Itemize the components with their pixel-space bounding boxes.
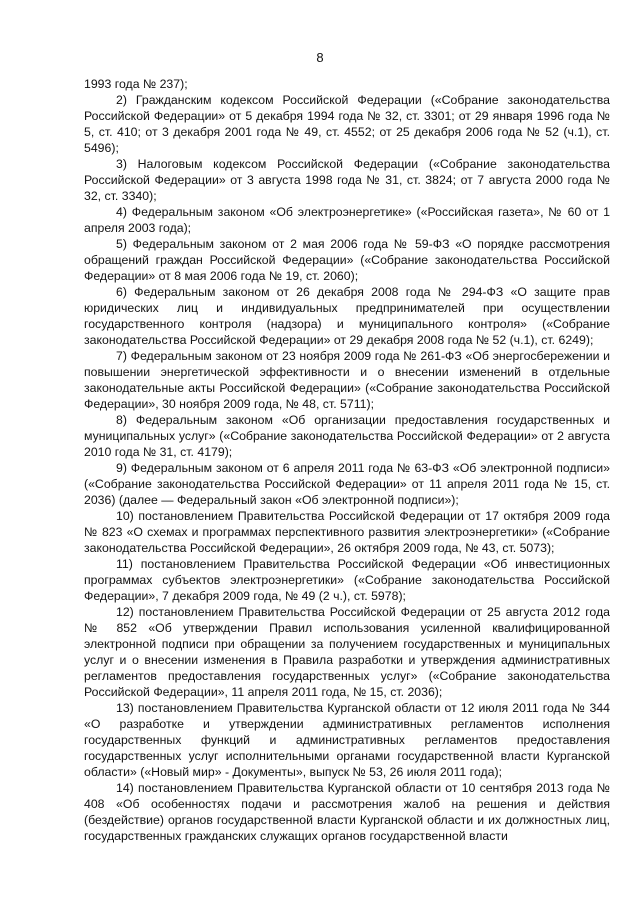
paragraph-item-10: 10) постановлением Правительства Российской Федерации от 17 октября 2009 года № 823 «О схемах и программах перспективного развития электроэнергетики» («Собрание законодательства Российской Федерации», 26 октября 2009 года, № 43, ст. 5073); (84, 509, 610, 555)
paragraph-continuation: 1993 года № 237); (84, 77, 188, 91)
paragraph-item-9: 9) Федеральным законом от 6 апреля 2011 года № 63-ФЗ «Об электронной подписи» («Собрание законодательства Российской Федерации» от 11 апреля 2011 года № 15, ст. 2036) (далее — Федеральный закон «Об электронной подписи»); (84, 461, 610, 507)
paragraph-item-8: 8) Федеральным законом «Об организации предоставления государственных и муниципальных услуг» («Собрание законодательства Российской Федерации» от 2 августа 2010 года № 31, ст. 4179); (84, 413, 610, 459)
paragraph-item-4: 4) Федеральным законом «Об электроэнергетике» («Российская газета», № 60 от 1 апреля 2003 года); (84, 205, 610, 235)
paragraph-item-3: 3) Налоговым кодексом Российской Федерации («Собрание законодательства Российской Федерации» от 3 августа 1998 года № 31, ст. 3824; от 7 августа 2000 года № 32, ст. 3340); (84, 157, 610, 203)
paragraph-item-7: 7) Федеральным законом от 23 ноября 2009 года № 261-ФЗ «Об энергосбережении и повышении энергетической эффективности и о внесении изменений в отдельные законодательные акты Российской Федерации» («Собрание законодательства Российской Федерации», 30 ноября 2009 года, № 48, ст. 5711); (84, 349, 610, 411)
document-body (84, 76, 610, 844)
paragraph-item-12: 12) постановлением Правительства Российской Федерации от 25 августа 2012 года № 852 «Об утверждении Правил использования усиленной квалифицированной электронной подписи при обращении за получением государственных и муниципальных услуг и о внесении изменения в Правила разработки и утверждения административных регламентов предоставления государственных услуг» («Собрание законодательства Российской Федерации», 11 апреля 2011 года, № 15, ст. 2036); (84, 605, 610, 699)
paragraph-item-14: 14) постановлением Правительства Курганской области от 10 сентября 2013 года № 408 «Об особенностях подачи и рассмотрения жалоб на решения и действия (бездействие) органов государственной власти Курганской области и их должностных лиц, государственных гражданских служащих органов государственной власти (84, 781, 610, 843)
paragraph-item-11: 11) постановлением Правительства Российской Федерации «Об инвестиционных программах субъектов электроэнергетики» («Собрание законодательства Российской Федерации», 7 декабря 2009 года, № 49 (2 ч.), ст. 5978); (84, 557, 610, 603)
page-number: 8 (316, 50, 324, 65)
paragraph-item-2: 2) Гражданским кодексом Российской Федерации («Собрание законодательства Российской Федерации» от 5 декабря 1994 года № 32, ст. 3301; от 29 января 1996 года № 5, ст. 410; от 3 декабря 2001 года № 49, ст. 4552; от 25 декабря 2006 года № 52 (ч.1), ст. 5496); (84, 93, 610, 155)
paragraph-item-6: 6) Федеральным законом от 26 декабря 2008 года № 294-ФЗ «О защите прав юридических лиц и индивидуальных предпринимателей при осуществлении государственного контроля (надзора) и муниципального контроля» («Собрание законодательства Российской Федерации» от 29 декабря 2008 года № 52 (ч.1), ст. 6249); (84, 285, 610, 347)
paragraph-item-5: 5) Федеральным законом от 2 мая 2006 года № 59-ФЗ «О порядке рассмотрения обращений граждан Российской Федерации» («Собрание законодательства Российской Федерации» от 8 мая 2006 года № 19, ст. 2060); (84, 237, 610, 283)
paragraph-item-13: 13) постановлением Правительства Курганской области от 12 июля 2011 года № 344 «О разработке и утверждении административных регламентов исполнения государственных функций и административных регламентов предоставления государственных услуг исполнительными органами государственной власти Курганской области» («Новый мир» - Документы», выпуск № 53, 26 июля 2011 года); (84, 701, 610, 779)
